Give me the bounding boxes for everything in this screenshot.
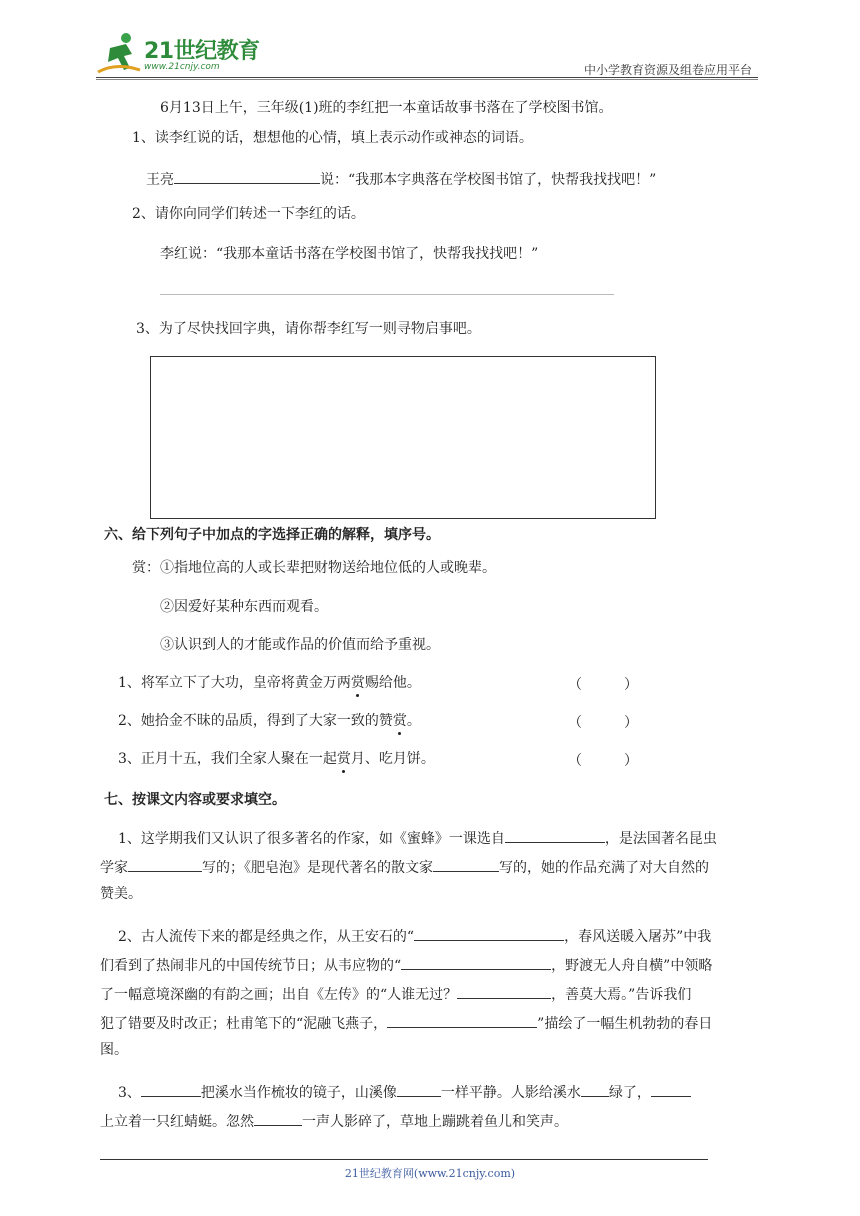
fill-blank[interactable] (397, 1081, 441, 1097)
sentence-1: 1、将军立下了大功，皇帝将黄金万两赏赐给他。 (118, 675, 421, 691)
dotted-char: 赏 (392, 713, 407, 729)
fill-blank[interactable] (414, 925, 564, 941)
question-1-blank[interactable] (174, 168, 320, 184)
notice-writing-box[interactable] (150, 356, 656, 519)
question-1-suffix: 说：“我那本字典落在学校图书馆了，快帮我找找吧！” (320, 172, 657, 188)
fill-blank[interactable] (433, 856, 499, 872)
fill-3-line-1: 3、 把溪水当作梳妆的镜子，山溪像 一样平静。人影给溪水 绿了， (118, 1081, 691, 1102)
fill-2-line-4: 犯了错要及时改正；杜甫笔下的“泥融飞燕子， ”描绘了一幅生机勃勃的春日 (100, 1012, 712, 1033)
footer-text: 21世纪教育网(www.21cnjy.com) (344, 1167, 516, 1180)
fill-blank[interactable] (254, 1110, 302, 1126)
fill-2-line-5: 图。 (100, 1042, 128, 1058)
question-3-text: 3、为了尽快找回字典，请你帮李红写一则寻物启事吧。 (136, 321, 481, 337)
fill-3-line-2: 上立着一只红蜻蜓。忽然 一声人影碎了，草地上蹦跳着鱼儿和笑声。 (100, 1110, 568, 1131)
logo-text: 21世纪教育 (144, 39, 260, 64)
fill-blank[interactable] (581, 1081, 609, 1097)
question-2-answer-line[interactable] (160, 294, 614, 295)
fill-2-line-1: 2、古人流传下来的都是经典之作，从王安石的“ ，春风送暖入屠苏”中我 (118, 925, 711, 946)
fill-blank[interactable] (457, 983, 551, 999)
fill-blank[interactable] (401, 954, 551, 970)
dotted-char: 赏 (350, 675, 365, 691)
answer-paren-3[interactable]: （ ） (568, 753, 638, 769)
answer-paren-2[interactable]: （ ） (568, 715, 638, 731)
question-1-line (146, 168, 656, 189)
definition-2: ②因爱好某种东西而观看。 (160, 599, 328, 615)
header-divider (96, 77, 758, 78)
fill-2-line-2: 们看到了热闹非凡的中国传统节日；从韦应物的“ ，野渡无人舟自横”中领略 (100, 954, 712, 975)
sentence-2: 2、她拾金不昧的品质，得到了大家一致的赞赏。 (118, 713, 421, 729)
fill-blank[interactable] (141, 1081, 201, 1097)
logo-url: www.21cnjy.com (144, 62, 220, 72)
header-platform-label: 中小学教育资源及组卷应用平台 (583, 63, 752, 77)
fill-blank[interactable] (505, 827, 605, 843)
dotted-char: 赏 (336, 751, 351, 767)
runner-logo-icon (96, 32, 144, 76)
header-divider-thin (96, 79, 758, 80)
fill-1-line-2: 学家 写的；《肥皂泡》是现代著名的散文家 写的，她的作品充满了对大自然的 (100, 856, 709, 877)
section-7-title: 七、按课文内容或要求填空。 (104, 792, 286, 808)
section-6-title: 六、给下列句子中加点的字选择正确的解释，填序号。 (104, 527, 440, 543)
intro-text: 6月13日上午，三年级(1)班的李红把一本童话故事书落在了学校图书馆。 (160, 100, 613, 116)
question-1-text: 1、读李红说的话，想想他的心情，填上表示动作或神态的词语。 (132, 130, 533, 146)
answer-paren-1[interactable]: （ ） (568, 677, 638, 693)
sentence-3: 3、正月十五，我们全家人聚在一起赏月、吃月饼。 (118, 751, 435, 767)
question-2-quote: 李红说：“我那本童话书落在学校图书馆了，快帮我找找吧！” (160, 246, 539, 262)
question-1-prefix: 王亮 (146, 172, 174, 188)
fill-blank[interactable] (387, 1012, 537, 1028)
definition-label: 赏： (132, 560, 160, 576)
fill-1-line-1: 1、这学期我们又认识了很多著名的作家，如《蜜蜂》一课选自 ，是法国著名昆虫 (118, 827, 717, 848)
fill-blank[interactable] (651, 1081, 691, 1097)
fill-2-line-3: 了一幅意境深幽的有韵之画；出自《左传》的“人谁无过？ ，善莫大焉。”告诉我们 (100, 983, 691, 1004)
definition-3: ③认识到人的才能或作品的价值而给予重视。 (160, 637, 440, 653)
fill-blank[interactable] (128, 856, 202, 872)
definition-1: 赏：①指地位高的人或长辈把财物送给地位低的人或晚辈。 (132, 560, 496, 576)
footer-divider (100, 1159, 708, 1160)
question-2-text: 2、请你向同学们转述一下李红的话。 (132, 206, 365, 222)
fill-1-line-3: 赞美。 (100, 886, 142, 902)
site-logo (96, 32, 266, 78)
